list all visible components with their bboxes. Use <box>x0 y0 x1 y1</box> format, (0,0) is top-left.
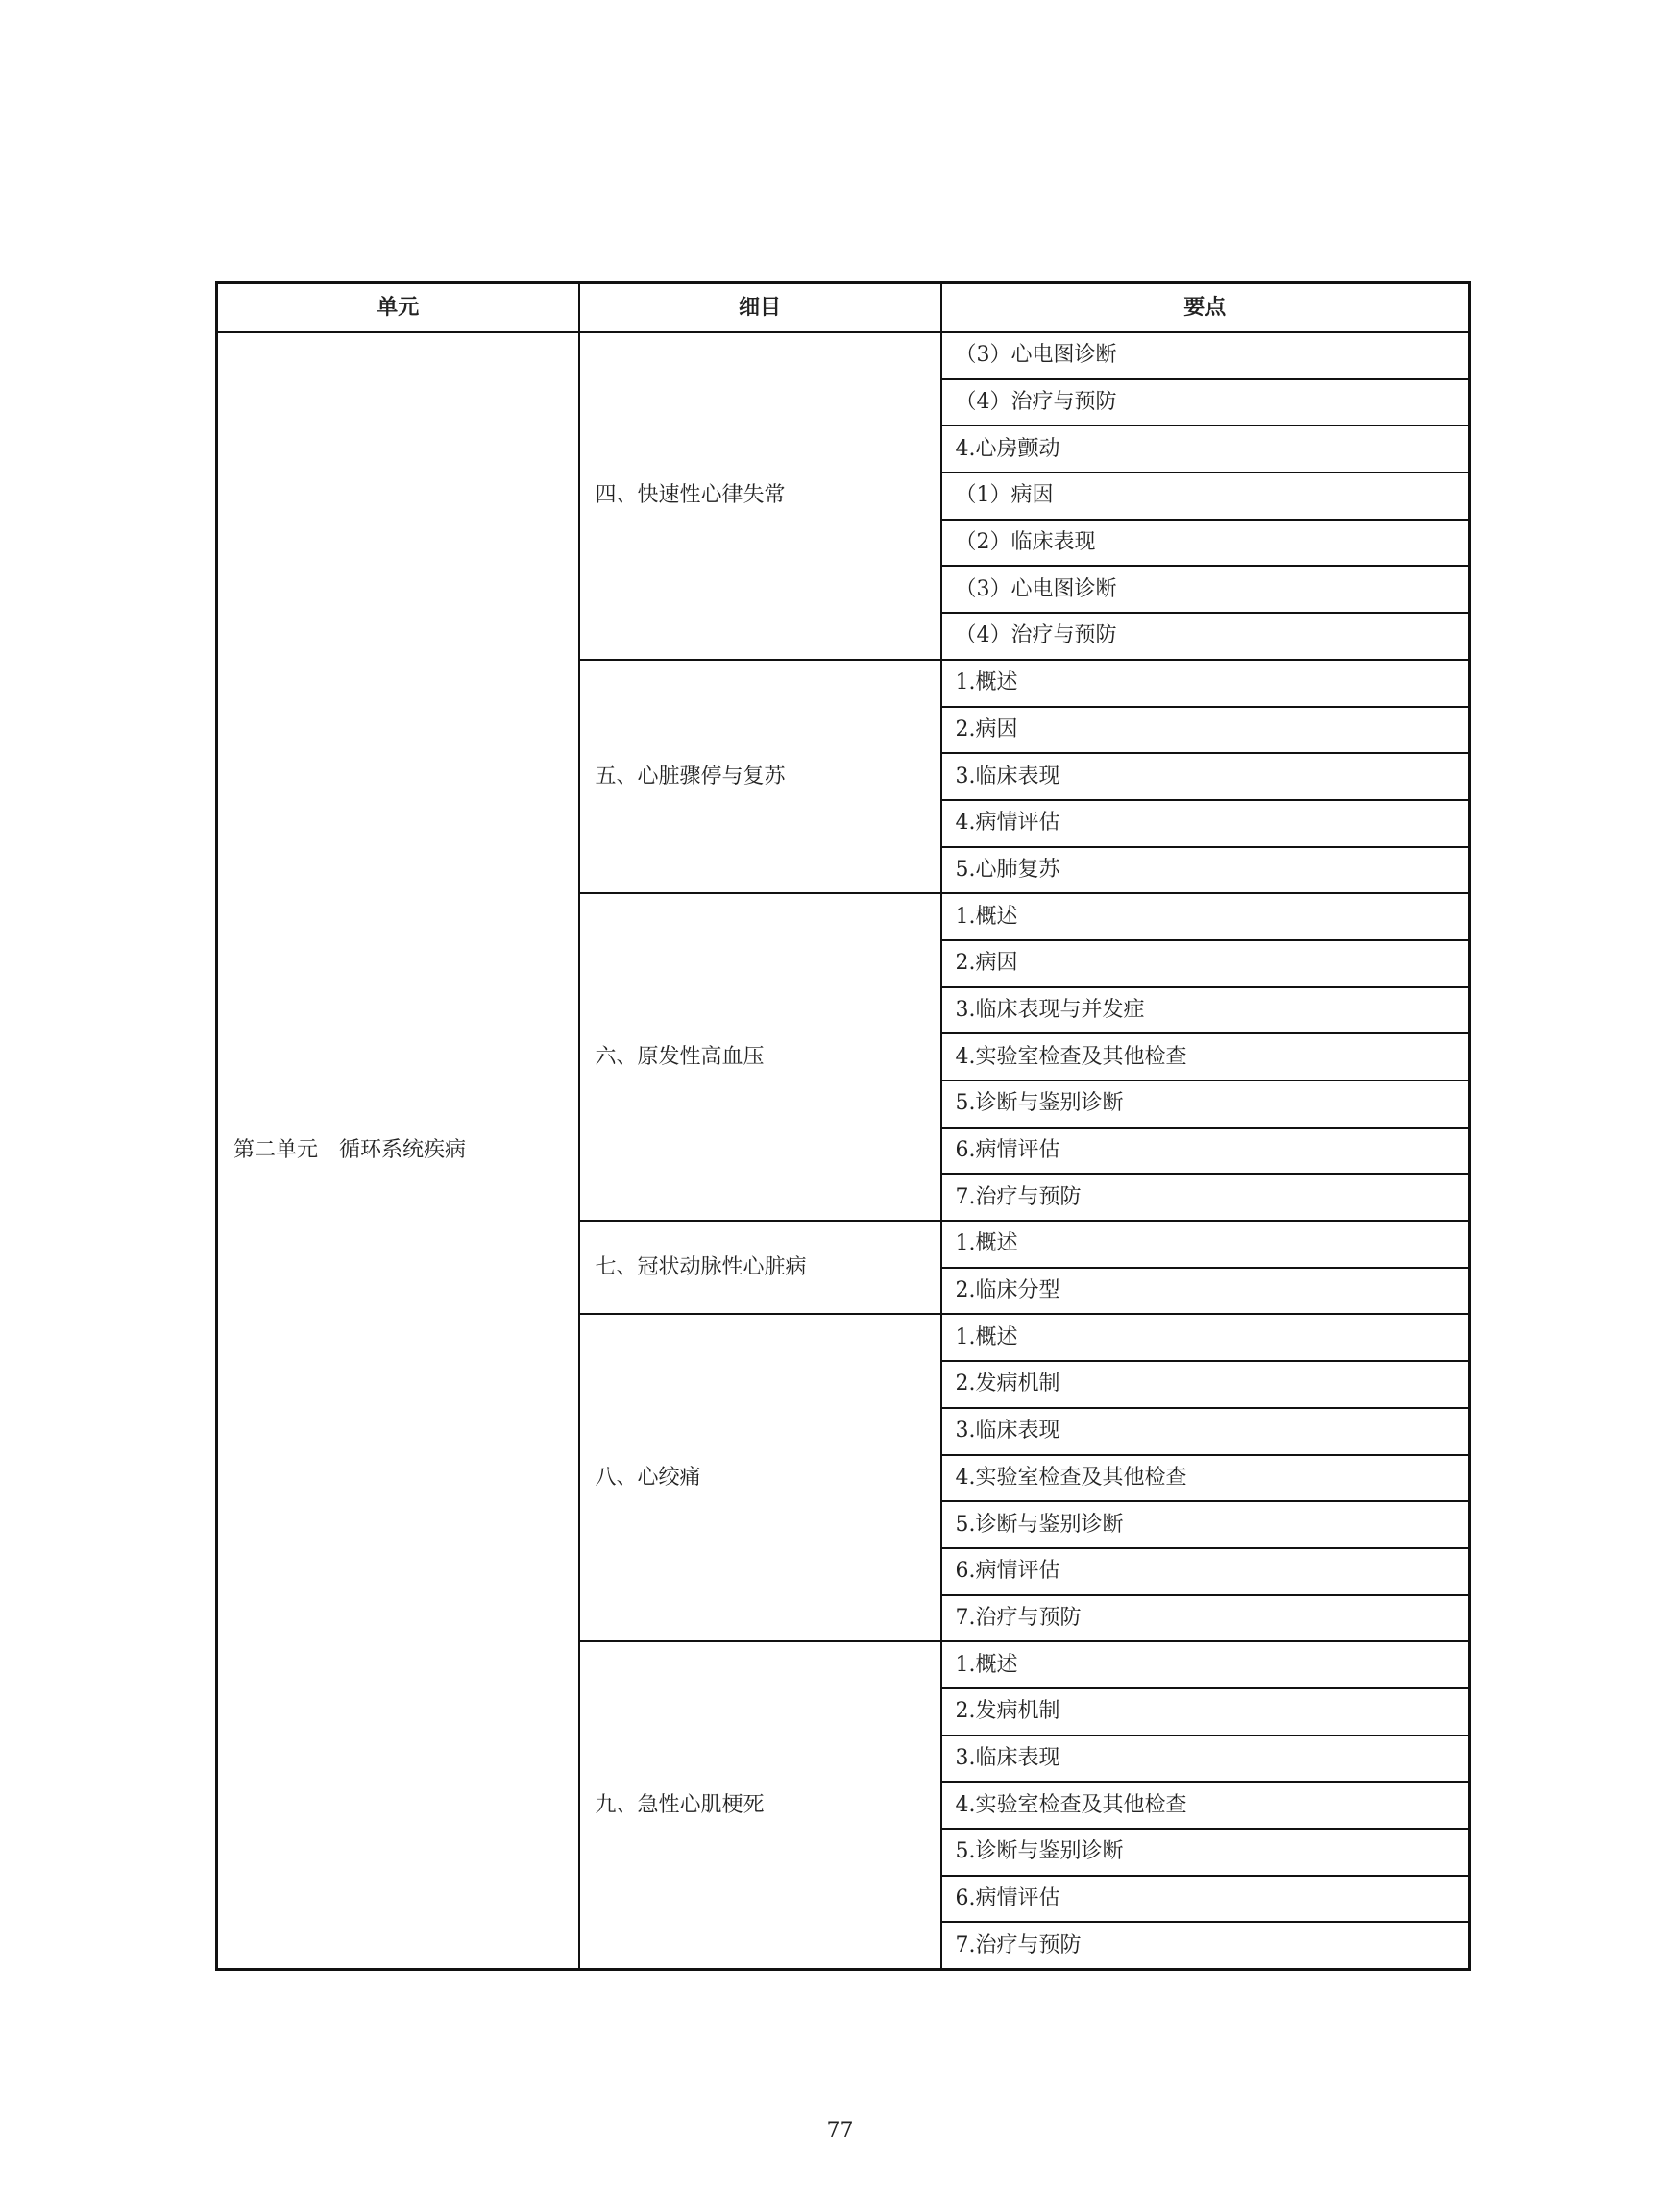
key-point-cell: 7.治疗与预防 <box>941 1922 1470 1969</box>
topic-cell: 九、急性心肌梗死 <box>579 1641 941 1969</box>
unit-cell: 第二单元 循环系统疾病 <box>217 332 579 1970</box>
key-point-cell: 4.实验室检查及其他检查 <box>941 1033 1470 1080</box>
key-point-cell: 2.临床分型 <box>941 1268 1470 1315</box>
page-number: 77 <box>826 2119 854 2143</box>
key-point-cell: （1）病因 <box>941 473 1470 520</box>
key-point-cell: 1.概述 <box>941 1221 1470 1268</box>
header-topic: 细目 <box>579 283 941 333</box>
key-point-cell: 7.治疗与预防 <box>941 1595 1470 1642</box>
key-point-cell: 2.病因 <box>941 940 1470 987</box>
key-point-cell: （2）临床表现 <box>941 520 1470 567</box>
key-point-cell: 1.概述 <box>941 1641 1470 1688</box>
key-point-cell: 3.临床表现 <box>941 1408 1470 1455</box>
table-row <box>217 332 1470 379</box>
key-point-cell: 2.发病机制 <box>941 1688 1470 1736</box>
key-point-cell: 4.实验室检查及其他检查 <box>941 1455 1470 1502</box>
key-point-cell: 1.概述 <box>941 893 1470 940</box>
key-point-cell: 6.病情评估 <box>941 1876 1470 1923</box>
topic-cell: 八、心绞痛 <box>579 1314 941 1641</box>
key-point-cell: 1.概述 <box>941 660 1470 707</box>
key-point-cell: 1.概述 <box>941 1314 1470 1361</box>
key-point-cell: 4.病情评估 <box>941 800 1470 847</box>
header-row <box>217 283 1470 333</box>
key-point-cell: 3.临床表现与并发症 <box>941 987 1470 1034</box>
key-point-cell: 7.治疗与预防 <box>941 1174 1470 1221</box>
key-point-cell: （3）心电图诊断 <box>941 332 1470 379</box>
syllabus-table <box>215 281 1471 1971</box>
key-point-cell: （3）心电图诊断 <box>941 566 1470 613</box>
topic-cell: 七、冠状动脉性心脏病 <box>579 1221 941 1314</box>
topic-cell: 五、心脏骤停与复苏 <box>579 660 941 893</box>
key-point-cell: 6.病情评估 <box>941 1548 1470 1595</box>
key-point-cell: 4.实验室检查及其他检查 <box>941 1782 1470 1829</box>
key-point-cell: 6.病情评估 <box>941 1128 1470 1175</box>
key-point-cell: 3.临床表现 <box>941 1736 1470 1783</box>
key-point-cell: 2.病因 <box>941 707 1470 754</box>
topic-cell: 四、快速性心律失常 <box>579 332 941 660</box>
key-point-cell: 5.诊断与鉴别诊断 <box>941 1080 1470 1128</box>
key-point-cell: 3.临床表现 <box>941 753 1470 800</box>
key-point-cell: （4）治疗与预防 <box>941 613 1470 660</box>
key-point-cell: （4）治疗与预防 <box>941 379 1470 426</box>
key-point-cell: 5.诊断与鉴别诊断 <box>941 1829 1470 1876</box>
key-point-cell: 5.心肺复苏 <box>941 847 1470 894</box>
header-unit: 单元 <box>217 283 579 333</box>
topic-cell: 六、原发性高血压 <box>579 893 941 1221</box>
key-point-cell: 2.发病机制 <box>941 1361 1470 1408</box>
key-point-cell: 4.心房颤动 <box>941 425 1470 473</box>
header-key-points: 要点 <box>941 283 1470 333</box>
table-body <box>217 332 1470 1970</box>
key-point-cell: 5.诊断与鉴别诊断 <box>941 1501 1470 1548</box>
